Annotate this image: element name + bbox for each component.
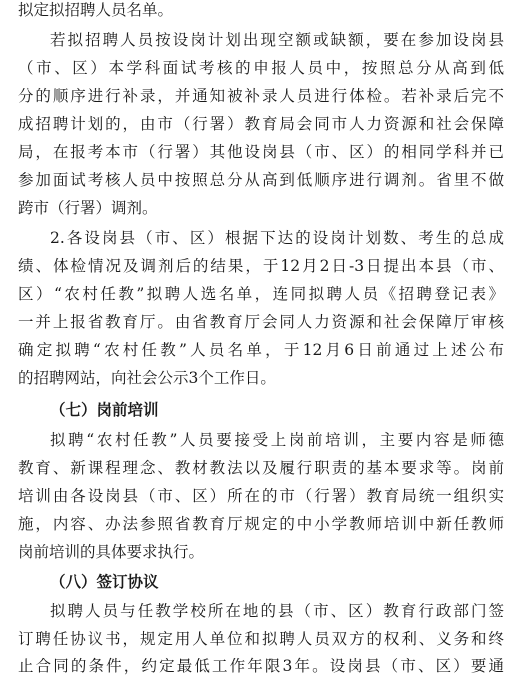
paragraph-line: 拟聘“农村任教”人员要接受上岗前培训，主要内容是师德 (50, 431, 504, 449)
paragraph-line: 施，内容、办法参照省教育厅规定的中小学教师培训中新任教师 (18, 515, 504, 533)
section-heading-8: （八）签订协议 (50, 572, 159, 591)
paragraph-line: 2.各设岗县（市、区）根据下达的设岗计划数、考生的总成 (50, 229, 504, 247)
paragraph-line: 拟聘人员与任教学校所在地的县（市、区）教育行政部门签 (50, 602, 504, 620)
section-heading-7: （七）岗前培训 (50, 400, 159, 419)
paragraph-line: 分的顺序进行补录，并通知被补录人员进行体检。若补录后完不 (18, 87, 504, 105)
paragraph-line: 若拟招聘人员按设岗计划出现空额或缺额，要在参加设岗县 (50, 31, 504, 49)
paragraph-line: 培训由各设岗县（市、区）所在的市（行署）教育局统一组织实 (18, 487, 504, 505)
paragraph-line: 订聘任协议书，规定用人单位和拟聘人员双方的权利、义务和终 (18, 630, 504, 648)
paragraph-line: 局，在报考本市（行署）其他设岗县（市、区）的相同学科并已 (18, 143, 504, 161)
paragraph-line: 区）“农村任教”拟聘人选名单，连同拟聘人员《招聘登记表》 (18, 285, 504, 303)
paragraph-line: （市、区）本学科面试考核的申报人员中，按照总分从高到低 (18, 59, 504, 77)
paragraph-line: 的招聘网站，向社会公示3个工作日。 (18, 369, 276, 387)
paragraph-line: 参加面试考核人员中按照总分从高到低顺序进行调剂。省里不做 (18, 171, 504, 189)
paragraph-line: 跨市（行署）调剂。 (18, 199, 158, 217)
paragraph-line: 一并上报省教育厅。由省教育厅会同人力资源和社会保障厅审核 (18, 313, 504, 331)
paragraph-line: 确定拟聘“农村任教”人员名单，于12月6日前通过上述公布 (18, 341, 504, 359)
paragraph-line: 拟定拟招聘人员名单。 (18, 1, 174, 19)
paragraph-line: 止合同的条件，约定最低工作年限3年。设岗县（市、区）要通 (18, 657, 504, 675)
paragraph-line: 成招聘计划的，由市（行署）教育局会同市人力资源和社会保障 (18, 115, 504, 133)
paragraph-line: 教育、新课程理念、教材教法以及履行职责的基本要求等。岗前 (18, 459, 504, 477)
paragraph-line: 岗前培训的具体要求执行。 (18, 543, 205, 561)
paragraph-line: 绩、体检情况及调剂后的结果，于12月2日-3日提出本县（市、 (18, 257, 504, 275)
